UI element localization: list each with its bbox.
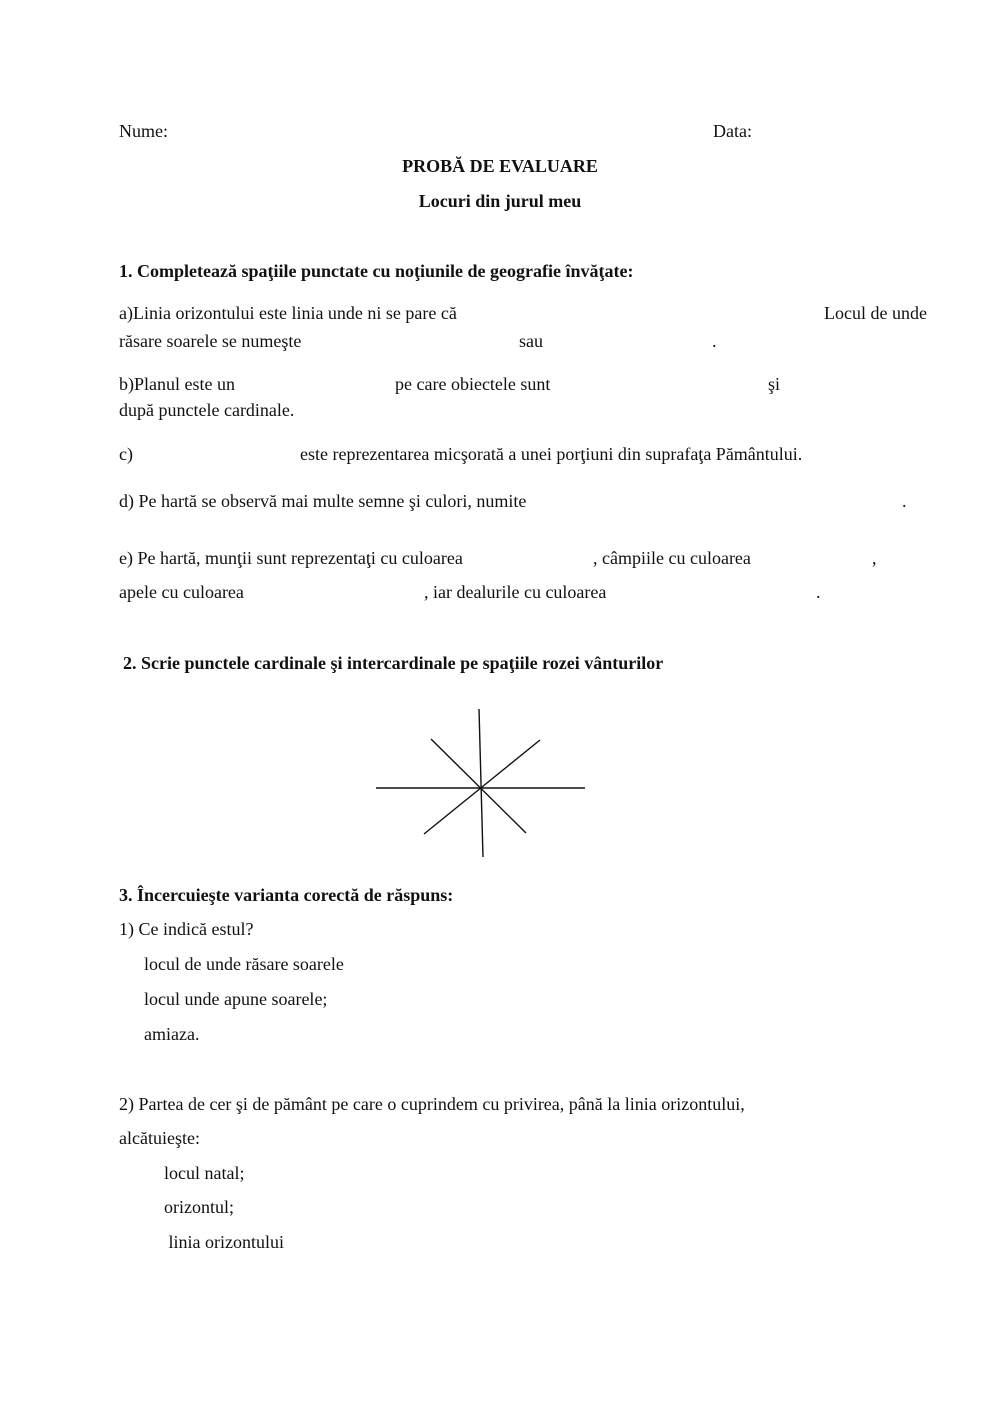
q1b-si: şi	[768, 374, 781, 394]
name-input[interactable]	[180, 120, 680, 142]
q1b-line2: după punctele cardinale.	[119, 400, 295, 420]
rose-line-north-south	[479, 709, 483, 857]
q1a-line2: răsare soarele se numeşte	[119, 331, 302, 351]
q1d-dot: .	[902, 491, 907, 511]
q3-1-option-c[interactable]: amiaza.	[144, 1024, 200, 1044]
q1a-line1-end: Locul de unde	[824, 303, 927, 323]
q3-1-question: 1) Ce indică estul?	[119, 919, 254, 939]
q3-2-question-line2: alcătuieşte:	[119, 1128, 200, 1148]
q1c-blank[interactable]	[142, 443, 292, 465]
q3-2-option-c[interactable]: linia orizontului	[164, 1232, 284, 1252]
q1e-campii: , câmpiile cu culoarea	[593, 548, 751, 568]
q1b-blank-2[interactable]	[590, 373, 762, 395]
date-label: Data:	[713, 121, 752, 141]
q1d-text: d) Pe hartă se observă mai multe semne şi culori, numite	[119, 491, 527, 511]
q1b-blank-1[interactable]	[266, 373, 388, 395]
q1e-ape: apele cu culoarea	[119, 582, 244, 602]
q1a-prefix: a)	[119, 303, 133, 323]
date-input[interactable]	[762, 120, 942, 142]
q1-heading: 1. Completează spaţiile punctate cu noţiunile de geografie învăţate:	[119, 261, 634, 281]
q1a-blank-3[interactable]	[553, 330, 708, 352]
q1c-label: c)	[119, 444, 133, 464]
name-label: Nume:	[119, 121, 168, 141]
q1e-dot: .	[816, 582, 821, 602]
q1b-mid: pe care obiectele sunt	[395, 374, 551, 394]
q2-heading: 2. Scrie punctele cardinale şi intercardinale pe spaţiile rozei vânturilor	[123, 653, 664, 673]
q3-1-option-a[interactable]: locul de unde răsare soarele	[144, 954, 344, 974]
q1a-blank-1[interactable]	[505, 302, 805, 324]
q3-1-option-b[interactable]: locul unde apune soarele;	[144, 989, 328, 1009]
q1b-blank-3[interactable]	[790, 373, 950, 395]
q1a-dot: .	[712, 331, 717, 351]
q1a-line1	[119, 304, 457, 322]
q1a-blank-2[interactable]	[345, 330, 510, 352]
q3-2-question-line1: 2) Partea de cer şi de pământ pe care o cuprindem cu privirea, până la linia orizontului,	[119, 1094, 745, 1114]
q1e-blank-dealuri[interactable]	[636, 581, 811, 603]
q1b-line1: b)Planul este un	[119, 374, 235, 394]
q1a-text: Linia orizontului este linia unde ni se pare că	[132, 303, 457, 323]
q1e-blank-munti[interactable]	[510, 547, 590, 569]
q3-2-option-b[interactable]: orizontul;	[164, 1197, 234, 1217]
q1d-blank[interactable]	[622, 490, 892, 512]
q1e-blank-campii[interactable]	[778, 547, 868, 569]
wind-rose-diagram	[370, 703, 590, 863]
q1e-line1: e) Pe hartă, munţii sunt reprezentaţi cu culoarea	[119, 548, 463, 568]
rose-line-nw-se	[431, 739, 526, 833]
q1c-text: este reprezentarea micşorată a unei porţiuni din suprafaţa Pământului.	[300, 444, 803, 464]
q3-heading: 3. Încercuieşte varianta corectă de răspuns:	[119, 885, 454, 905]
q1e-dealuri: , iar dealurile cu culoarea	[424, 582, 607, 602]
q3-2-option-a[interactable]: locul natal;	[164, 1163, 245, 1183]
page-title: PROBĂ DE EVALUARE	[402, 156, 598, 176]
q1e-blank-ape[interactable]	[265, 581, 420, 603]
q1e-comma: ,	[872, 548, 877, 568]
page-subtitle: Locuri din jurul meu	[418, 191, 582, 211]
q1a-sau: sau	[519, 331, 543, 351]
